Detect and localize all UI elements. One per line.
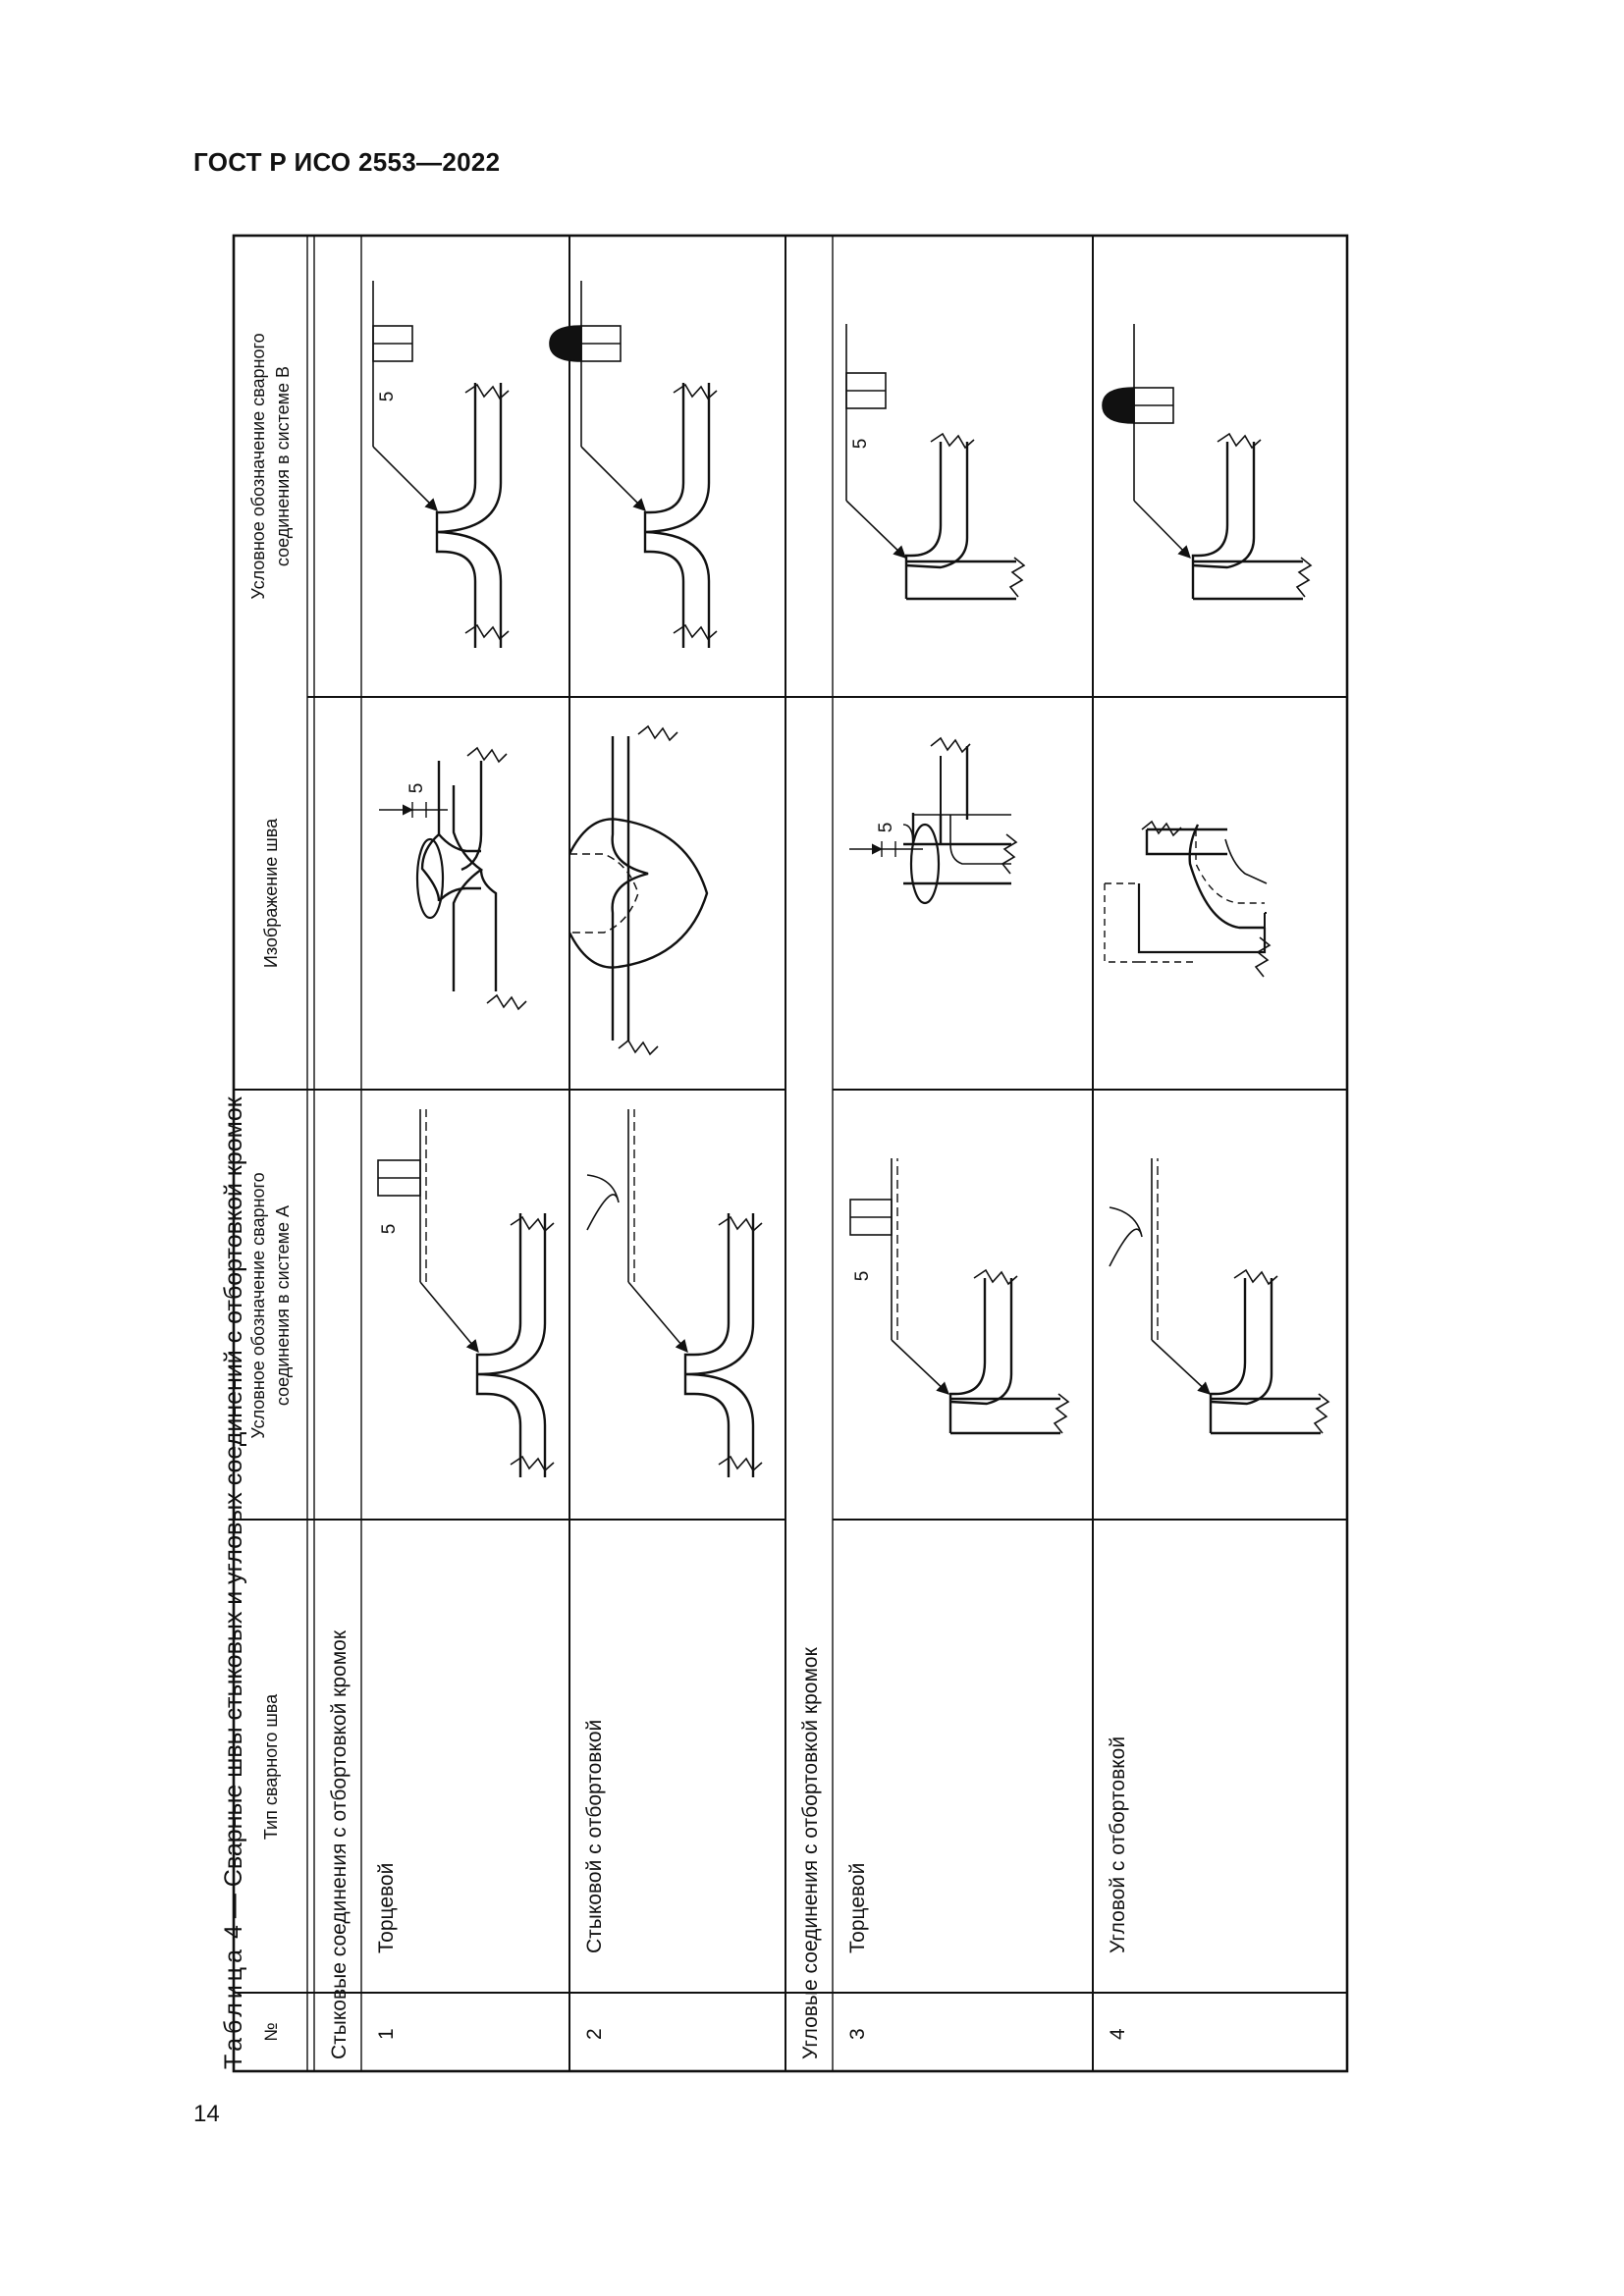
row1-drawing-dimension: 5 [406, 782, 427, 794]
caption-title: — Сварные швы стыковых и угловых соединений с отбортовкой кромок [220, 1096, 247, 1919]
row1-system-a-symbol [378, 1109, 554, 1477]
document-header: ГОСТ Р ИСО 2553—2022 [193, 147, 501, 177]
header-system-b-line2: соединения в системе В [273, 365, 293, 567]
row3-system-b-dimension: 5 [850, 438, 871, 450]
row-number: 4 [1107, 2028, 1129, 2040]
group-title-corner: Угловые соединения с отбортовкой кромок [799, 1647, 822, 2059]
row-4 [1107, 1736, 1129, 2040]
group-title-butt: Стыковые соединения с отбортовкой кромок [328, 1629, 351, 2059]
row4-system-b-symbol [1103, 324, 1311, 599]
table-grid [234, 236, 1347, 2071]
row1-system-b-symbol [373, 281, 509, 648]
row-type: Стыковой с отбортовкой [583, 1719, 606, 1953]
group-titles [328, 1629, 822, 2059]
caption-label: Таблица [220, 1945, 247, 2069]
row-3 [846, 1863, 869, 2040]
row2-drawing [569, 726, 707, 1054]
page-number: 14 [193, 2101, 220, 2127]
row2-system-b-symbol [550, 281, 717, 648]
row3-system-a-dimension: 5 [852, 1270, 873, 1282]
row3-drawing-dimension: 5 [876, 822, 896, 833]
row-number: 3 [846, 2028, 869, 2040]
header-number: № [261, 2022, 281, 2042]
row-number: 2 [583, 2028, 606, 2040]
row-type: Угловой с отбортовкой [1107, 1735, 1129, 1953]
header-drawing: Изображение шва [261, 818, 281, 969]
row1-drawing [379, 748, 526, 1009]
header-system-a-line1: Условное обозначение сварного [248, 1172, 268, 1439]
row-1 [375, 1863, 398, 2040]
row3-system-a-symbol [850, 1158, 1068, 1433]
row4-drawing [1105, 822, 1270, 977]
header-type: Тип сварного шва [261, 1693, 281, 1841]
column-headers [248, 333, 293, 2041]
row-number: 1 [375, 2028, 398, 2040]
header-system-a-line2: соединения в системе А [273, 1204, 293, 1407]
caption-number: 4 [220, 1925, 247, 1940]
row4-system-a-symbol [1110, 1158, 1328, 1433]
row3-drawing [849, 738, 1016, 903]
row1-system-a-dimension: 5 [379, 1223, 400, 1235]
row2-system-a-symbol [587, 1109, 762, 1477]
row3-system-b-symbol [846, 324, 1024, 599]
row1-system-b-dimension: 5 [377, 391, 398, 402]
header-system-b-line1: Условное обозначение сварного [248, 333, 268, 600]
row-type: Торцевой [375, 1862, 398, 1953]
row-type: Торцевой [846, 1862, 869, 1953]
